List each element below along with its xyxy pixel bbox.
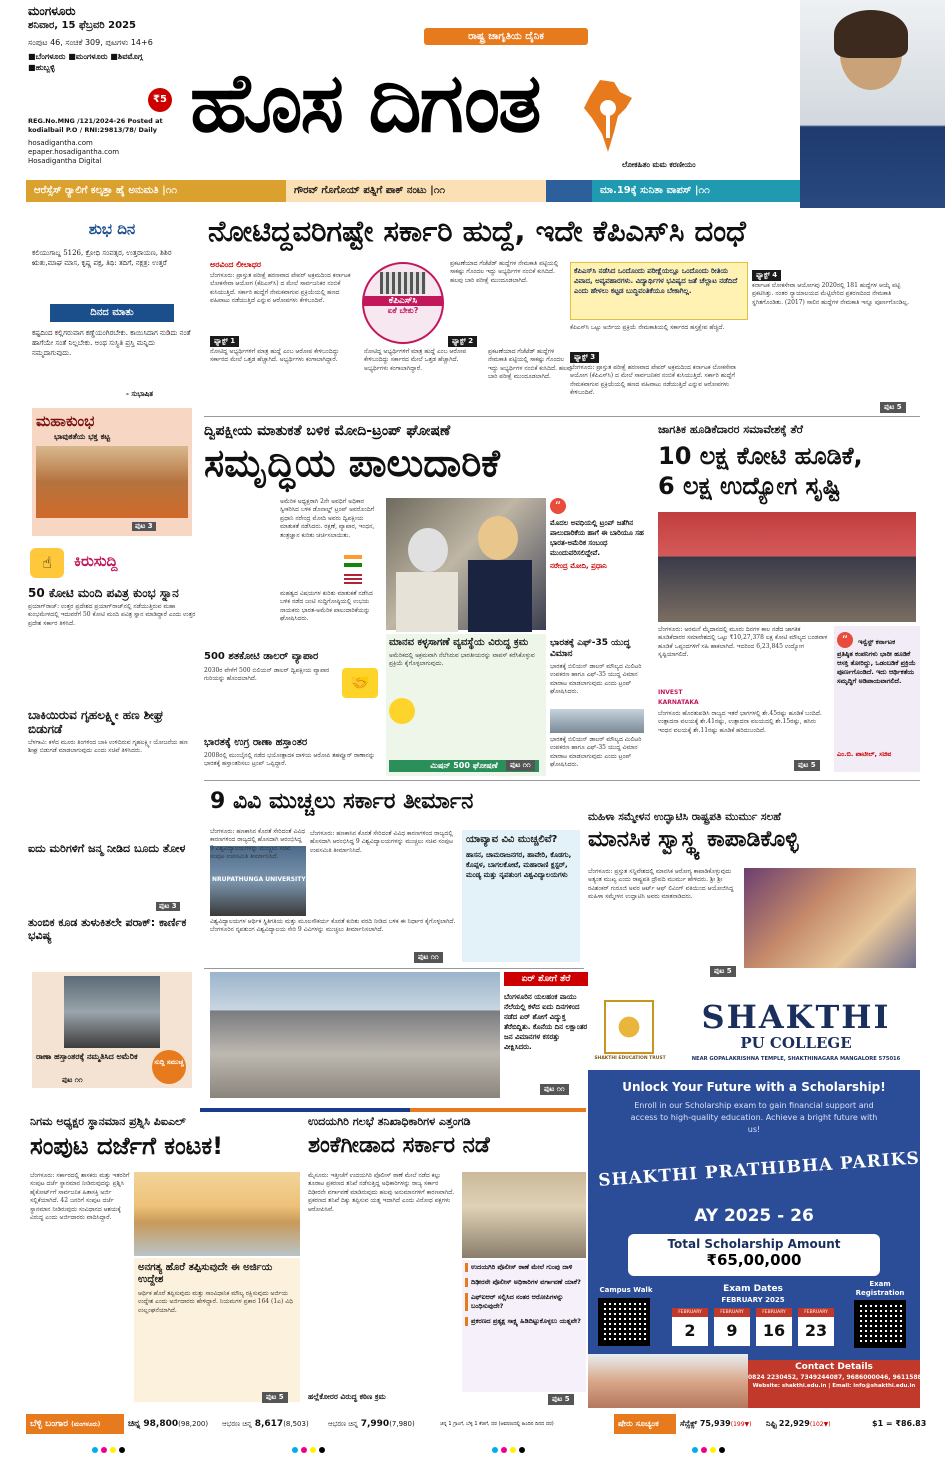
- ad-feb: FEBRUARY 2025: [721, 1296, 785, 1304]
- lead-text-2: ನೋಟಿದ್ದ ಅಭ್ಯರ್ಥಿಗಳಿಗೆ ಮಾತ್ರ ಹುದ್ದೆ ಎಂಬ ಆರೋಪ ಕೇಳಿಬಂದಿದ್ದು ಸರ್ಕಾರದ ಮೇಲೆ ಒತ್ತಡ ಹೆಚ್ಚಾಗಿದೆ. ಅಭ್ಯರ್ಥಿಗಳು ಕಂಗಾಲಾಗಿದ್ದಾರೆ.: [210, 348, 339, 364]
- teaser-3-text: ಮಾ.19ಕ್ಕೆ ಸುನಿತಾ ವಾಪಸ್: [600, 185, 692, 196]
- invest-quote-by: ಎಂ.ಬಿ. ಪಾಟೀಲ್, ಸಚಿವ: [837, 750, 892, 758]
- vidhana-soudha-photo: [134, 1172, 300, 1256]
- ad-phones[interactable]: 0824 2230452, 7349244087, 9686000046, 9611588813: [748, 1374, 935, 1381]
- trafficking-head: ಮಾನವ ಕಳ್ಳಸಾಗಣೆ ವ್ಯವಸ್ಥೆಯ ವಿರುದ್ಧ ಕ್ರಮ: [389, 637, 529, 648]
- kpsc-badge: [362, 262, 444, 344]
- kiru-item-2-head: ಬಾಕಿಯಿರುವ ಗೃಹಲಕ್ಷ್ಮೀ ಹಣ ಶೀಘ್ರ ಬಿಡುಗಡೆ: [28, 708, 164, 736]
- rana-badge: [152, 1050, 186, 1084]
- kiru-page: [156, 902, 180, 911]
- gold-3-prev: (7,980): [389, 1420, 415, 1428]
- hand-icon: ☝: [30, 548, 64, 578]
- ad-top: [588, 994, 920, 1070]
- invest-badge: [658, 688, 722, 708]
- invest-quote: ಪ್ರತಿಷ್ಠಿತ ಕಂಪನಿಗಳು ಭಾರೀ ಹೂಡಿಕೆ ಆಸಕ್ತಿ ತೋರಿದ್ದು, ಒಡಂಬಡಿಕೆ ಪ್ರಕ್ರಿಯೆ ಪೂರ್ಣಗೊಂಡಿದೆ. ಇದು ಆರ್ಥಿಕತೆಯ ಸಮೃದ್ಧಿಗೆ ಅಡಿಪಾಯವಾಗಲಿದೆ.: [837, 650, 916, 685]
- airshow-story[interactable]: [210, 972, 588, 1100]
- market-note: ಚಿನ್ನ 1 ಗ್ರಾಂಗೆ, ಬೆಳ್ಳಿ 1 ಕೆಜಿಗೆ, ದರ (ಆವರಣದಲ್ಲಿ ಹಿಂದಿನ ದಿನದ ದರ): [440, 1421, 554, 1427]
- rana-box[interactable]: [32, 972, 192, 1088]
- dinada-title: ದಿನದ ಮಾತು: [50, 304, 174, 322]
- kumbh-photo: [36, 446, 188, 518]
- udayagiri-q2: ದಿಢೀರನೇ ಪೊಲೀಸ್ ಅಧಿಕಾರಿಗಳ ವರ್ಗಾವಣೆ ಯಾಕೆ?: [465, 1278, 583, 1287]
- divider: [204, 968, 584, 969]
- date-card: [672, 1308, 708, 1346]
- divider: [204, 780, 920, 781]
- uni-text-3: ವಿಶ್ವವಿದ್ಯಾಲಯಗಳ ಆರ್ಥಿಕ ಸ್ಥಿತಿಗತಿಯ ಮತ್ತು ಮೂಲಸೌಕರ್ಯ ಕೊರತೆ ಕುರಿತು ವರದಿ ನೀಡಿದ ಬಳಿಕ ಈ ನಿರ್ಧಾರ ಕೈಗೊಳ್ಳಲಾಗಿದೆ. ಬೆಂಗಳೂರಿನ ನೃಪತುಂಗ ವಿಶ್ವವಿದ್ಯಾಲಯ ಸೇರಿ 9 ವಿವಿಗಳನ್ನು ಮುಚ್ಚಲು ತೀರ್ಮಾನಿಸಲಾಗಿದೆ.: [210, 918, 456, 934]
- price-text: ₹5: [153, 94, 167, 105]
- airshow-photo: [210, 972, 500, 1098]
- airshow-tag: ಏರ್ ಶೋಗೆ ತೆರೆ: [504, 972, 588, 986]
- kirusuddi-header: [26, 546, 198, 580]
- masthead-date: ಶನಿವಾರ, 15 ಫೆಬ್ರವರಿ 2025: [28, 20, 136, 31]
- modi-kicker: ದ್ವಿಪಕ್ಷೀಯ ಮಾತುಕತೆ ಬಳಿಕ ಮೋದಿ-ಟ್ರಂಪ್ ಘೋಷಣೆ: [204, 423, 451, 439]
- airshow-text: ಬೆಂಗಳೂರಿನ ಯಲಹಂಕ ವಾಯು ನೆಲೆಯಲ್ಲಿ ಕಳೆದ ಐದು ದಿನಗಳಿಂದ ನಡೆದ ಏರ್ ಶೋಗೆ ವಿದ್ಯುಕ್ತ ತೆರೆಬಿದ್ದಿತು. ಕೊನೆಯ ದಿನ ಲಕ್ಷಾಂತರ ಜನ ವಿಮಾನಗಳ ಕಸರತ್ತು ವೀಕ್ಷಿಸಿದರು.: [504, 993, 588, 1051]
- kumbh-title: ಮಹಾಕುಂಭ: [36, 412, 95, 430]
- quote-icon-2: “: [837, 632, 853, 648]
- rana-photo: [64, 976, 160, 1048]
- sensex-label: ಷೇರು ಸೂಚ್ಯಂಕ: [618, 1419, 659, 1428]
- web-link-1[interactable]: hosadigantha.com: [28, 139, 93, 147]
- rana-page: [62, 1076, 83, 1085]
- gold-1-value: ಚಿನ್ನ 98,800: [128, 1419, 179, 1429]
- university-story[interactable]: [204, 786, 582, 966]
- kpsc-question: ಏಕೆ ಬೇಕು?: [387, 306, 419, 315]
- lead-text-3b: ಪ್ರಕಟಣೆಯಾದ ಗೆಜೆಟೆಡ್ ಹುದ್ದೆಗಳ ನೇಮಕಾತಿ ಪಟ್ಟಿಯಲ್ಲಿ ಸಾಕಷ್ಟು ಗೊಂದಲ ಇದ್ದು ಅಭ್ಯರ್ಥಿಗಳ ನಂಬಿಕೆ ಕುಸಿದಿದೆ. ಹಲವು ಬಾರಿ ಪರೀಕ್ಷೆ ಮುಂದೂಡಲಾಗಿದೆ.: [488, 348, 572, 381]
- police-photo: [462, 1172, 586, 1258]
- kiru-item-3[interactable]: [28, 842, 196, 878]
- lead-text-5: ಕರ್ನಾಟಕ ಲೋಕಸೇವಾ ಆಯೋಗವು 2020ರಲ್ಲಿ 181 ಹುದ್ದೆಗಳ ಆಯ್ಕೆ ಪಟ್ಟಿ ಪ್ರಕಟಿಸಿತ್ತು. ನಂತರ ನ್ಯಾಯಾಲಯದ ಮೆಟ್ಟಿಲೇರಿದ ಪ್ರಕರಣದಿಂದ ನೇಮಕಾತಿ ಸ್ಥಗಿತಗೊಂಡಿತು. (2017) ಸಾಲಿನ ಹುದ್ದೆಗಳ ನೇಮಕಾತಿ ಇನ್ನೂ ಪೂರ್ಣಗೊಂಡಿಲ್ಲ.: [752, 282, 910, 306]
- ad-exam-reg: Exam Registration: [855, 1280, 905, 1297]
- rana-badge-text: ಸುದ್ದಿ ಸಮುಚ್ಚ: [154, 1058, 184, 1066]
- modi-page[interactable]: ಪುಟ ೧೧: [506, 760, 535, 771]
- invest-text-1: ಬೆಂಗಳೂರು: ಅರಮನೆ ಮೈದಾನದಲ್ಲಿ ಮೂರು ದಿನಗಳ ಕಾಲ ನಡೆದ ಜಾಗತಿಕ ಹೂಡಿಕೆದಾರರ ಸಮಾವೇಶದಲ್ಲಿ ಒಟ್ಟು ₹10,27,378 ಲಕ್ಷ ಕೋಟಿ ಮೌಲ್ಯದ ಬಂಡವಾಳ ಹೂಡಿಕೆ ಒಪ್ಪಂದಗಳಿಗೆ ಸಹಿ ಹಾಕಲಾಗಿದೆ. ಇದರಿಂದ 6,23,845 ಉದ್ಯೋಗ ಸೃಷ್ಟಿಯಾಗಲಿದೆ.: [658, 626, 828, 659]
- mission-label: ಮಿಷನ್ 500 ಘೋಷಣೆ: [389, 760, 539, 772]
- trafficking-box: [386, 634, 546, 776]
- ad-contact-title: Contact Details: [795, 1362, 873, 1372]
- f35-box: [550, 638, 648, 776]
- usd: $1 = ₹86.83: [872, 1419, 927, 1428]
- kiru-item-1-head: 50 ಕೋಟಿ ಮಂದಿ ಪವಿತ್ರ ಕುಂಭ ಸ್ನಾನ: [28, 586, 179, 600]
- kiru-page-text: ಪುಟ 3: [159, 902, 177, 910]
- trade-text: 2030ರ ವೇಳೆಗೆ 500 ಬಿಲಿಯನ್ ಡಾಲರ್ ದ್ವಿಪಕ್ಷೀಯ ವ್ಯಾಪಾರ ಗುರಿಯನ್ನು ಹೊಂದಲಾಗಿದೆ.: [204, 666, 330, 682]
- teaser-1-page: |೧೧: [162, 185, 177, 196]
- dinada-text: ಕಷ್ಟದಿಂದ ಕಲ್ಲಿಗರುವಾಗ ಕಣ್ಣೆಯಂಗಿರಬೇಕು. ಕಾಯಿಸಿದಾಗ ನುಡಿದು ನಂತೆ ಹಾಗೆಯೇ ಸಂತೆ ನಿಲ್ಲಬೇಕು. ಅಂಥ ಸುಸ್ಥಿತಿ ಪ್ರಸ್ತಿ ಮನ್ನಿದು ನಮ್ಮದಾಗುವುದು.: [32, 329, 191, 357]
- ad-enroll: Enroll in our Scholarship exam to gain financial support and access to high-quality education. Achieve a bright future with us!: [630, 1101, 878, 1134]
- f35-text: ಭಾರತಕ್ಕೆ ಬಿಲಿಯನ್ ಡಾಲರ್ ಮೌಲ್ಯದ ಮಿಲಿಟರಿ ಉಪಕರಣ ಹಾಗೂ ಎಫ್-35 ಯುದ್ಧ ವಿಮಾನ ಮಾರಾಟ ಮಾಡಲಾಗುವುದು ಎಂದು ಟ್ರಂಪ್ ಘೋಷಿಸಿದರು.: [550, 663, 642, 696]
- ad-trust: SHAKTHI EDUCATION TRUST: [594, 1056, 666, 1061]
- contact-box: [748, 1360, 935, 1408]
- teaser-1-text: ಆರೆಸ್ಸೆಸ್ ರ‍್ಯಾಲಿಗೆ ಕಲ್ಕತ್ತಾ ಹೈ ಅನುಮತಿ: [34, 185, 159, 196]
- trafficking-text: ಅಮೆರಿಕದಲ್ಲಿ ಅಕ್ರಮವಾಗಿ ನೆಲೆಸಿರುವ ಭಾರತೀಯರನ್ನು ವಾಪಸ್ ಕರೆಸಿಕೊಳ್ಳುವ ಪ್ರಕ್ರಿಯೆ ಕೈಗೊಳ್ಳಲಾಗುವುದು.: [389, 652, 535, 668]
- cabinet-page[interactable]: ಪುಟ 5: [262, 1392, 288, 1403]
- gold-3: [328, 1414, 415, 1434]
- kumbh-sub: ಭಾವುಕತೆಯ ಭಕ್ತ ಕಟ್ಟ: [54, 432, 110, 441]
- shubha-dina-title: ಶುಭ ದಿನ: [88, 220, 136, 238]
- lead-byline: ಅರವಿಂದ ಲೀಲಾಧರ: [210, 260, 261, 269]
- modi-trump-photo: [386, 498, 546, 630]
- kumbh-box[interactable]: [32, 408, 192, 536]
- section-bar-blue: [200, 1108, 410, 1112]
- gold-2-value: 8,617: [254, 1419, 284, 1429]
- title-text: ಹೊಸ ದಿಗಂತ: [190, 56, 540, 151]
- lead-text-3: ಪ್ರಕಟಣೆಯಾದ ಗೆಜೆಟೆಡ್ ಹುದ್ದೆಗಳ ನೇಮಕಾತಿ ಪಟ್ಟಿಯಲ್ಲಿ ಸಾಕಷ್ಟು ಗೊಂದಲ ಇದ್ದು ಅಭ್ಯರ್ಥಿಗಳ ನಂಬಿಕೆ ಕುಸಿದಿದೆ. ಹಲವು ಬಾರಿ ಪರೀಕ್ಷೆ ಮುಂದೂಡಲಾಗಿದೆ.: [450, 260, 559, 284]
- invest-photo: [658, 512, 916, 622]
- modi-text-1: ಅಮೆರಿಕ ಅಧ್ಯಕ್ಷರಾಗಿ 2ನೇ ಅವಧಿಗೆ ಅಧಿಕಾರ ಸ್ವೀಕರಿಸಿದ ಬಳಿಕ ಡೊನಾಲ್ಡ್ ಟ್ರಂಪ್ ಅವರೊಂದಿಗೆ ಪ್ರಧಾನಿ ನರೇಂದ್ರ ಮೋದಿ ಅವರು ದ್ವಿಪಕ್ಷೀಯ ಮಾತುಕತೆ ನಡೆಸಿದರು. ರಕ್ಷಣೆ, ವ್ಯಾಪಾರ, ಇಂಧನ, ತಂತ್ರಜ್ಞಾನ ಕುರಿತು ಚರ್ಚಿಸಲಾಯಿತು.: [280, 498, 375, 539]
- ad-website[interactable]: Website: shakthi.edu.in | Email: info@shakthi.edu.in: [752, 1383, 916, 1389]
- sunita-photo: [800, 0, 945, 208]
- date-card-month: FEBRUARY: [798, 1308, 834, 1317]
- handcuff-icon: [389, 698, 415, 724]
- rana-box-2: [204, 738, 384, 776]
- uni-box-head: ಯಾವ್ಯಾವ ವಿವಿ ಮುಚ್ಚಲಿವೆ?: [466, 834, 558, 845]
- quote-icon: “: [550, 498, 566, 514]
- web-link-3[interactable]: Hosadigantha Digital: [28, 157, 102, 165]
- uni-headline: 9 ವಿವಿ ಮುಚ್ಚಲು ಸರ್ಕಾರ ತೀರ್ಮಾನ: [210, 789, 474, 814]
- teaser-3[interactable]: [592, 180, 800, 202]
- shakthi-ad[interactable]: [588, 994, 952, 1408]
- invest-badge-text: INVEST KARNATAKA: [658, 689, 699, 706]
- date-card-month: FEBRUARY: [714, 1308, 750, 1317]
- sensex-label-box: [614, 1414, 676, 1434]
- lead-text-4b: ಬೆಂಗಳೂರು: ಪ್ರಾಸ್ತುತ ಪರೀಕ್ಷೆ ಹರಣವಾದ ಪೇಪರ್ ಅಕ್ರಮದಿಂದ ಕರ್ನಾಟಕ ಲೋಕಸೇವಾ ಆಯೋಗ (ಕೆಪಿಎಸ್‌ಸಿ) ದ ಮೇಲೆ ಸಾರ್ವಜನಿಕರ ನಂಬಿಕೆ ಕುಸಿಯುತ್ತಿದೆ. ಸರ್ಕಾರಿ ಹುದ್ದೆಗೆ ನೇಮಕವಾಗುವ ಪ್ರಕ್ರಿಯೆಯಲ್ಲಿ ಹಣದ ವಹಿವಾಟು ನಡೆಯುತ್ತಿದೆ ಎನ್ನುವ ಆರೋಪಗಳು ಕೇಳಿಬಂದಿವೆ.: [570, 364, 737, 397]
- lead-headline: ನೋಟಿದ್ದವರಿಗಷ್ಟೇ ಸರ್ಕಾರಿ ಹುದ್ದೆ, ಇದೇ ಕೆಪಿಎಸ್‌ಸಿ ದಂಧೆ: [208, 214, 746, 248]
- udayagiri-q3: ಎಫ್‌ಐಆರ್ ಸಲ್ಲಿಸಿದ ನಂತರ ಆರೋಪಿಗಳನ್ನು ಬಂಧಿಸುವುದೇ?: [465, 1293, 583, 1311]
- lead-fact-4: ಫ್ಯಾಕ್ಟ್ 4: [752, 270, 781, 281]
- dinada-author: - ಸುಭಾಷಿತ: [126, 390, 154, 398]
- handshake-icon: 🤝: [342, 668, 378, 698]
- uni-text-1: ಬೆಂಗಳೂರು: ಹಣಕಾಸಿನ ಕೊರತೆ ಸೇರಿದಂತೆ ವಿವಿಧ ಕಾರಣಗಳಿಂದ ರಾಜ್ಯದಲ್ಲಿ ಹೊಸದಾಗಿ ಆರಂಭಿಸಿದ್ದ 9 ವಿಶ್ವವಿದ್ಯಾಲಯಗಳನ್ನು ಮುಚ್ಚಲು ಸಚಿವ ಸಂಪುಟ ಉಪಸಮಿತಿ ತೀರ್ಮಾನಿಸಿದೆ.: [210, 828, 306, 861]
- udayagiri-footer: ಹಲ್ಲೆಕೋರರ ವಿರುದ್ಧ ಕಠಿಣ ಕ್ರಮ: [308, 1392, 386, 1401]
- lead-text-1: ಬೆಂಗಳೂರು: ಪ್ರಾಸ್ತುತ ಪರೀಕ್ಷೆ ಹರಣವಾದ ಪೇಪರ್ ಅಕ್ರಮದಿಂದ ಕರ್ನಾಟಕ ಲೋಕಸೇವಾ ಆಯೋಗ (ಕೆಪಿಎಸ್‌ಸಿ) ದ ಮೇಲೆ ಸಾರ್ವಜನಿಕರ ನಂಬಿಕೆ ಕುಸಿಯುತ್ತಿದೆ. ಸರ್ಕಾರಿ ಹುದ್ದೆಗೆ ನೇಮಕವಾಗುವ ಪ್ರಕ್ರಿಯೆಯಲ್ಲಿ ಹಣದ ವಹಿವಾಟು ನಡೆಯುತ್ತಿದೆ ಎನ್ನುವ ಆರೋಪಗಳು ಕೇಳಿಬಂದಿವೆ.: [210, 272, 351, 305]
- invest-headline-1: 10 ಲಕ್ಷ ಕೋಟಿ ಹೂಡಿಕೆ,: [658, 442, 863, 470]
- gold-label: ಬೆಳ್ಳಿ ಬಂಗಾರ: [30, 1419, 68, 1429]
- cabinet-story[interactable]: [26, 1116, 302, 1406]
- scholarship-box: [628, 1234, 880, 1276]
- invest-headline-2: 6 ಲಕ್ಷ ಉದ್ಯೋಗ ಸೃಷ್ಟಿ: [658, 472, 841, 500]
- building-icon: [380, 272, 426, 294]
- f35-head: ಭಾರತಕ್ಕೆ ಎಫ್-35 ಯುದ್ಧ ವಿಮಾನ: [550, 638, 631, 659]
- nifty-change: (102▼): [809, 1421, 831, 1428]
- gold-label-box: [26, 1414, 124, 1434]
- teaser-strip: [26, 180, 800, 202]
- jet-icon: [550, 709, 644, 733]
- gold-2-prev: (8,503): [283, 1420, 309, 1428]
- cabinet-box-head: ಅನಗತ್ಯ ಹೊರೆ ತಪ್ಪಿಸುವುದೇ ಈ ಅರ್ಜಿಯ ಉದ್ದೇಶ: [138, 1262, 273, 1285]
- lead-page[interactable]: ಪುಟ 5: [880, 402, 906, 413]
- murmu-headline: ಮಾನಸಿಕ ಸ್ವಾಸ್ಥ್ಯ ಕಾಪಾಡಿಕೊಳ್ಳಿ: [588, 827, 799, 852]
- modi-quote-by: ನರೇಂದ್ರ ಮೋದಿ, ಪ್ರಧಾನಿ: [550, 562, 607, 570]
- invest-quote-label: ಇನ್ವೆಸ್ಟ್ ಕರ್ನಾಟಕ: [858, 638, 896, 646]
- cabinet-kicker: ನಿಗಮ ಅಧ್ಯಕ್ಷರ ಸ್ಥಾನಮಾನ ಪ್ರಶ್ನಿಸಿ ಪಿಐಎಲ್: [30, 1115, 186, 1128]
- section-bar-orange: [410, 1108, 586, 1112]
- divider: [204, 416, 920, 417]
- shakthi-logo-icon: [604, 1000, 654, 1054]
- rana-text: 2008ರಲ್ಲಿ ಮುಂಬೈನಲ್ಲಿ ನಡೆದ ಭಯೋತ್ಪಾದಕ ದಾಳಿಯ ಆರೋಪಿ ತಹವ್ವೂರ್ ರಾಣಾನನ್ನು ಭಾರತಕ್ಕೆ ಹಸ್ತಾಂತರಿಸಲು ಟ್ರಂಪ್ ಒಪ್ಪಿದ್ದಾರೆ.: [204, 751, 375, 767]
- teaser-2[interactable]: [286, 180, 546, 202]
- kiru-item-2-text: ಬೆಳಗಾವಿ: ಕಳೆದ ಮೂರು ತಿಂಗಳಿಂದ ಬಾಕಿ ಉಳಿದಿರುವ ಗೃಹಲಕ್ಷ್ಮೀ ಯೋಜನೆಯ ಹಣ ಶೀಘ್ರ ಬಿಡುಗಡೆ ಮಾಡಲಾಗುವುದು ಎಂದು ಸಚಿವೆ ತಿಳಿಸಿದರು.: [28, 739, 188, 755]
- kpsc-label: ಕೆಪಿಎಸ್‌ಸಿ: [364, 296, 442, 306]
- modi-text-2: ಮಹತ್ವದ ವಿಷಯಗಳ ಕುರಿತು ಮಾತುಕತೆ ನಡೆಸಿದ ಬಳಿಕ ನಡೆದ ಜಂಟಿ ಸುದ್ದಿಗೋಷ್ಠಿಯಲ್ಲಿ ಉಭಯ ನಾಯಕರು ಭಾರತ-ಅಮೆರಿಕ ಪಾಲುದಾರಿಕೆಯನ್ನು ಘೋಷಿಸಿದರು.: [280, 590, 373, 623]
- color-registration-marks: [90, 1440, 890, 1450]
- modi-headline: ಸಮೃದ್ಧಿಯ ಪಾಲುದಾರಿಕೆ: [204, 441, 500, 485]
- date-card: [756, 1308, 792, 1346]
- uni-box: [462, 830, 580, 962]
- date-card: [798, 1308, 834, 1346]
- masthead-city: ಮಂಗಳೂರು: [28, 4, 76, 18]
- cabinet-headline: ಸಂಪುಟ ದರ್ಜೆಗೆ ಕಂಟಕ!: [30, 1132, 224, 1160]
- web-links: [28, 139, 178, 166]
- gold-2-label: ಆಭರಣ ಚಿನ್ನ: [222, 1420, 252, 1428]
- uni-photo-label: NRUPATHUNGA UNIVERSITY: [212, 876, 306, 883]
- kiru-item-4-head: ತುಂಬಿಕ ಕೂಡ ತುಳುಕಿತಲೇ ಪರಾಕ್: ಕಾರ್ಣಿಕ ಭವಿಷ್ಯ: [28, 916, 187, 942]
- price-badge: [148, 88, 172, 112]
- modi-quote-box: [550, 498, 648, 634]
- udayagiri-q-list: [462, 1260, 586, 1392]
- date-card-day: 23: [804, 1321, 828, 1340]
- murmu-kicker: ಮಹಿಳಾ ಸಮ್ಮೇಳನ ಉದ್ಘಾಟಿಸಿ ರಾಷ್ಟ್ರಪತಿ ಮುರ್ಮು ಸಲಹೆ: [588, 811, 781, 823]
- college-photo: [588, 1354, 748, 1408]
- sensex: [680, 1414, 751, 1435]
- murmu-text: ಬೆಂಗಳೂರು: ಪ್ರಸ್ತುತ ಸನ್ನಿವೇಶದಲ್ಲಿ ಮಾನಸಿಕ ಆರೋಗ್ಯ ಕಾಪಾಡಿಕೊಳ್ಳುವುದು ಅತ್ಯಂತ ಮುಖ್ಯ ಎಂದು ರಾಷ್ಟ್ರಪತಿ ದ್ರೌಪದಿ ಮುರ್ಮು ಹೇಳಿದರು. ಶ್ರೀ ಶ್ರೀ ರವಿಶಂಕರ್ ಗುರೂಜಿ ಅವರ ಆರ್ಟ್ ಆಫ್ ಲಿವಿಂಗ್ ವತಿಯಿಂದ ಆಯೋಜಿಸಿದ್ದ ಮಹಿಳಾ ಸಮ್ಮೇಳನ ಉದ್ಘಾಟಿಸಿ ಅವರು ಮಾತನಾಡಿದರು.: [588, 868, 734, 901]
- rana-page-text: ಪುಟ ೧೧: [62, 1076, 83, 1084]
- modi-story[interactable]: [204, 420, 650, 776]
- cabinet-box: [134, 1258, 300, 1402]
- date-cards: [672, 1308, 842, 1348]
- web-link-2[interactable]: epaper.hosadigantha.com: [28, 148, 120, 156]
- gold-sub: (ಮಂಗಳೂರು): [71, 1421, 101, 1428]
- ad-ay: AY 2025 - 26: [694, 1206, 814, 1226]
- gold-1-prev: (98,200): [178, 1420, 209, 1428]
- cabinet-text: ಬೆಂಗಳೂರು: ಸರ್ಕಾರದಲ್ಲಿ ಶಾಸಕರು ಮತ್ತು ಇತರರಿಗೆ ಸಂಪುಟ ದರ್ಜೆ ಸ್ಥಾನಮಾನ ನೀಡಿರುವುದನ್ನು ಪ್ರಶ್ನಿಸಿ ಹೈಕೋರ್ಟ್‌ಗೆ ಸಾರ್ವಜನಿಕ ಹಿತಾಸಕ್ತಿ ಅರ್ಜಿ ಸಲ್ಲಿಕೆಯಾಗಿದೆ. 42 ಜನರಿಗೆ ಸಂಪುಟ ದರ್ಜೆ ಸ್ಥಾನಮಾನ ನೀಡಿರುವುದು ಸಂವಿಧಾನದ ಆಶಯಕ್ಕೆ ವಿರುದ್ಧ ಎಂದು ಅರ್ಜಿದಾರರು ವಾದಿಸಿದ್ದಾರೆ.: [30, 1172, 130, 1222]
- tagline-banner: [424, 28, 588, 45]
- ad-address: NEAR GOPALAKRISHNA TEMPLE, SHAKTHINAGARA MANGALORE 575016: [691, 1056, 901, 1062]
- lead-text-2b: ನೋಟಿದ್ದ ಅಭ್ಯರ್ಥಿಗಳಿಗೆ ಮಾತ್ರ ಹುದ್ದೆ ಎಂಬ ಆರೋಪ ಕೇಳಿಬಂದಿದ್ದು ಸರ್ಕಾರದ ಮೇಲೆ ಒತ್ತಡ ಹೆಚ್ಚಾಗಿದೆ. ಅಭ್ಯರ್ಥಿಗಳು ಕಂಗಾಲಾಗಿದ್ದಾರೆ.: [364, 348, 467, 372]
- kirusuddi-title: ಕಿರುಸುದ್ದಿ: [74, 552, 118, 570]
- gold-3-label: ಆಭರಣ ಚಿನ್ನ: [328, 1420, 358, 1428]
- newspaper-title: [190, 50, 750, 158]
- udayagiri-q1: ಉದಯಗಿರಿ ಪೊಲೀಸ್ ಠಾಣೆ ಮೇಲೆ ಗುಂಪು ದಾಳಿ: [465, 1263, 583, 1272]
- kumbh-page-text: ಪುಟ 3: [135, 522, 153, 530]
- date-card-day: 16: [762, 1321, 786, 1340]
- registration-qr-icon[interactable]: [854, 1300, 906, 1348]
- cabinet-box-text: ಆರ್ಥಿಕ ಹೊರೆ ತಪ್ಪಿಸುವುದು ಮತ್ತು ಸಾಂವಿಧಾನಿಕ ಮೌಲ್ಯ ರಕ್ಷಿಸುವುದು ಅರ್ಜಿಯ ಉದ್ದೇಶ ಎಂದು ಅರ್ಜಿದಾರರು ಹೇಳಿದ್ದಾರೆ. ನಿಯಮಗಳ ಪ್ರಕಾರ 164 (1ಎ) ವಿಧಿ ಉಲ್ಲಂಘನೆಯಾಗಿದೆ.: [138, 1290, 294, 1314]
- udayagiri-q4: ಪ್ರಕರಣದ ಪ್ರತ್ಯಕ್ಷ ಸಾಕ್ಷ್ಯ ಹಿಡಿದಿಟ್ಟುಕೊಳ್ಳಲು ಯತ್ನವೇ?: [465, 1317, 583, 1326]
- teaser-1[interactable]: [26, 180, 286, 202]
- ad-unlock: Unlock Your Future with a Scholarship!: [622, 1080, 886, 1094]
- gold-2: [222, 1414, 309, 1434]
- invest-text-2: ಬೆಂಗಳೂರು ಹೊರತುಪಡಿಸಿ ರಾಜ್ಯದ ಇತರೆ ಭಾಗಗಳಲ್ಲಿ ಶೇ.45ರಷ್ಟು ಹೂಡಿಕೆ ಬಂದಿದೆ. ಉತ್ಪಾದನಾ ವಲಯಕ್ಕೆ ಶೇ.41ರಷ್ಟು, ಉತ್ಪಾದನಾ ವಲಯದಲ್ಲಿ ಶೇ.15ರಷ್ಟು, ಹಸಿರು ಇಂಧನ ವಲಯಕ್ಕೆ ಶೇ.11ರಷ್ಟು ಹೂಡಿಕೆ ಹರಿದುಬಂದಿದೆ.: [658, 710, 822, 734]
- date-card-day: 2: [684, 1321, 696, 1340]
- trade-box: [204, 652, 384, 738]
- invest-kicker: ಜಾಗತಿಕ ಹೂಡಿಕೆದಾರರ ಸಮಾವೇಶಕ್ಕೆ ತೆರೆ: [658, 423, 803, 436]
- ad-amount: ₹65,00,000: [706, 1251, 802, 1269]
- ad-exam-dates: Exam Dates: [723, 1284, 783, 1294]
- masthead-editions: ■ಬೆಂಗಳೂರು ■ಮಂಗಳೂರು ■ಶಿವಮೊಗ್ಗ ■ಹುಬ್ಬಳ್ಳಿ: [28, 52, 143, 72]
- campus-qr-icon[interactable]: [598, 1298, 650, 1346]
- invest-story[interactable]: [654, 420, 920, 776]
- ad-campus: Campus Walk: [599, 1286, 653, 1294]
- nifty-value: ನಿಫ್ಟಿ 22,929: [766, 1419, 810, 1428]
- modi-quote: ಮೊದಲ ಅವಧಿಯಲ್ಲಿ ಟ್ರಂಪ್ ಜತೆಗಿನ ಪಾಲುದಾರಿಕೆಯ ಹಾಗೆ ಈ ಬಾರಿಯೂ ಸಹ ಭಾರತ-ಅಮೆರಿಕ ಸಂಬಂಧ ಮುಂದುವರಿಸಲಿದ್ದೇವೆ.: [550, 519, 644, 557]
- uni-text-2: ಬೆಂಗಳೂರು: ಹಣಕಾಸಿನ ಕೊರತೆ ಸೇರಿದಂತೆ ವಿವಿಧ ಕಾರಣಗಳಿಂದ ರಾಜ್ಯದಲ್ಲಿ ಹೊಸದಾಗಿ ಆರಂಭಿಸಿದ್ದ 9 ವಿಶ್ವವಿದ್ಯಾಲಯಗಳನ್ನು ಮುಚ್ಚಲು ಸಚಿವ ಸಂಪುಟ ಉಪಸಮಿತಿ ತೀರ್ಮಾನಿಸಿದೆ.: [310, 830, 453, 854]
- kiru-item-3-head: ಐದು ಮರಿಗಳಿಗೆ ಜನ್ಮ ನೀಡಿದ ಬೂದು ತೋಳ: [28, 842, 186, 855]
- lead-story[interactable]: [204, 212, 920, 414]
- rana-head: ಭಾರತಕ್ಕೆ ಉಗ್ರ ರಾಣಾ ಹಸ್ತಾಂತರ: [204, 737, 308, 748]
- ad-total: Total Scholarship Amount: [667, 1237, 841, 1251]
- teaser-2-text: ಗೌರವ್ ಗೊಗೊಯ್ ಪತ್ನಿಗೆ ಪಾಕ್ ನಂಟು: [294, 185, 427, 196]
- kumbh-page: [132, 522, 156, 531]
- lead-text-4: ಕೆಪಿಎಸ್‌ಸಿ ಒಟ್ಟು ಅರ್ಜಿಯ ಪ್ರಕ್ರಿಯೆ ನೇಮಕಾತಿಯಲ್ಲಿ ಸರ್ಕಾರದ ಹಸ್ತಕ್ಷೇಪ ಹೆಚ್ಚಿದೆ.: [570, 324, 725, 331]
- tagline-text: ರಾಷ್ಟ್ರ ಜಾಗೃತಿಯ ದೈನಿಕ: [468, 31, 544, 42]
- lead-fact-1: ಫ್ಯಾಕ್ಟ್ 1: [210, 336, 239, 347]
- market-footer: [26, 1414, 927, 1434]
- udayagiri-story[interactable]: [304, 1116, 586, 1406]
- udayagiri-text: ಮೈಸೂರು: ಇತ್ತೀಚೆಗೆ ಉದಯಗಿರಿ ಪೊಲೀಸ್ ಠಾಣೆ ಮೇಲೆ ನಡೆದ ಕಲ್ಲು ತೂರಾಟ ಪ್ರಕರಣದ ತನಿಖೆ ನಡೆಸುತ್ತಿದ್ದ ಅಧಿಕಾರಿಗಳನ್ನು ರಾಜ್ಯ ಸರ್ಕಾರ ದಿಢೀರನೇ ವರ್ಗಾವಣೆ ಮಾಡಿರುವುದು ಹಲವು ಅನುಮಾನಗಳಿಗೆ ಕಾರಣವಾಗಿದೆ. ಪ್ರಕರಣದ ತನಿಖೆ ದಿಕ್ಕು ತಪ್ಪಿಸುವ ಯತ್ನ ಇದಾಗಿದೆ ಎಂದು ವಿರೋಧ ಪಕ್ಷಗಳು ಆರೋಪಿಸಿವೆ.: [308, 1172, 455, 1213]
- nifty: [766, 1414, 831, 1435]
- teaser-3-page: |೧೧: [694, 185, 710, 196]
- lead-highlight-text: ಕೆಪಿಎಸ್‌ಸಿ ನಡೆಸಿದ ಒಂದೊಂದು ಪರೀಕ್ಷೆಯಲ್ಲೂ ಒಂದೊಂದು ರೀತಿಯ ವಿವಾದ, ಅವ್ಯವಹಾರಗಳು. ವಿದ್ಯಾರ್ಥಿಗಳ ಭವಿಷ್ಯದ ಜತೆ ಚೆಲ್ಲಾಟ ನಡೆದಿದೆ ಎಂದು ಹೇಳಲು ಕಟ್ಟಡ ಬುದ್ಧಿವಂತಿಕೆಯೂ ಬೇಕಾಗಿಲ್ಲ.: [574, 267, 738, 295]
- masthead-reg: REG.No.MNG /121/2024-26 Posted at kodialbail P.O / RNI:29813/78/ Daily: [28, 117, 163, 134]
- lead-highlight-box: [570, 262, 748, 320]
- ad-pariksha: SHAKTHI PRATHIBHA PARIKSHA: [597, 1146, 952, 1191]
- gold-1: [128, 1414, 208, 1434]
- trade-head: 500 ಶತಕೋಟಿ ಡಾಲರ್ ವ್ಯಾಪಾರ: [204, 651, 319, 662]
- sensex-change: (199▼): [730, 1421, 752, 1428]
- udayagiri-headline: ಶಂಕೆಗೀಡಾದ ಸರ್ಕಾರ ನಡೆ: [308, 1133, 490, 1158]
- lead-fact-3: ಫ್ಯಾಕ್ಟ್ 3: [570, 352, 599, 363]
- uni-page[interactable]: ಪುಟ ೧೧: [414, 952, 443, 963]
- kiru-item-1-text: ಪ್ರಯಾಗ್‌ರಾಜ್: ಉತ್ತರ ಪ್ರದೇಶದ ಪ್ರಯಾಗ್‌ರಾಜ್‌ನಲ್ಲಿ ನಡೆಯುತ್ತಿರುವ ಮಹಾ ಕುಂಭಮೇಳದಲ್ಲಿ ಇದುವರೆಗೆ 50 ಕೋಟಿ ಮಂದಿ ಪವಿತ್ರ ಸ್ನಾನ ಮಾಡಿದ್ದಾರೆ ಎಂದು ಉತ್ತರ ಪ್ರದೇಶ ಸರ್ಕಾರ ತಿಳಿಸಿದೆ.: [28, 603, 196, 627]
- teaser-2-page: |೧೧: [430, 185, 445, 196]
- masthead-issue: ಸಂಪುಟ 46, ಸಂಚಿಕೆ 309, ಪುಟಗಳು 14+6: [28, 38, 153, 47]
- udayagiri-page[interactable]: ಪುಟ 5: [548, 1394, 574, 1405]
- ad-brand: SHAKTHI: [701, 998, 891, 1036]
- date-card-day: 9: [726, 1321, 738, 1340]
- kiru-item-2[interactable]: [28, 708, 196, 828]
- airshow-page[interactable]: ಪುಟ ೧೧: [540, 1084, 569, 1095]
- murmu-photo: [744, 868, 916, 968]
- masthead-motto: ಲೋಕಹಿತಂ ಮಮ ಕರಣೀಯಂ: [622, 160, 696, 169]
- kiru-item-1[interactable]: [28, 586, 196, 706]
- rana-caption: ರಾಣಾ ಹಸ್ತಾಂತರಕ್ಕೆ ನಮ್ಮತಿಸಿದ ಅಮೆರಿಕ: [36, 1052, 138, 1061]
- kiru-item-4[interactable]: [28, 916, 196, 952]
- uni-box-text: ಹಾಸನ, ಚಾಮರಾಜನಗರ, ಹಾವೇರಿ, ಕೊಡಗು, ಕೊಪ್ಪಳ, ಬಾಗಲಕೋಟೆ, ಮಹಾರಾಣಿ ಕ್ಲಸ್ಟರ್, ಮಂಡ್ಯ ಮತ್ತು ನೃಪತುಂಗ ವಿಶ್ವವಿದ್ಯಾಲಯಗಳು: [466, 851, 572, 879]
- invest-page[interactable]: ಪುಟ 5: [794, 760, 820, 771]
- invest-quote-box: [834, 626, 920, 772]
- f35-text-2: ಭಾರತಕ್ಕೆ ಬಿಲಿಯನ್ ಡಾಲರ್ ಮೌಲ್ಯದ ಮಿಲಿಟರಿ ಉಪಕರಣ ಹಾಗೂ ಎಫ್-35 ಯುದ್ಧ ವಿಮಾನ ಮಾರಾಟ ಮಾಡಲಾಗುವುದು ಎಂದು ಟ್ರಂಪ್ ಘೋಷಿಸಿದರು.: [550, 736, 642, 769]
- udayagiri-kicker: ಉದಯಗಿರಿ ಗಲಭೆ ತನಿಖಾಧಿಕಾರಿಗಳ ಎತ್ತಂಗಡಿ: [308, 1115, 471, 1128]
- flags-icon: [344, 552, 384, 576]
- date-card-month: FEBRUARY: [756, 1308, 792, 1317]
- ad-sub: PU COLLEGE: [740, 1034, 852, 1052]
- shubha-dina-text: ಕಲಿಯುಗಾಬ್ದ 5126, ಕ್ರೋಧಿ ಸಂವತ್ಸರ, ಉತ್ತರಾಯಣ, ಶಿಶಿರ ಋತು,ಮಾಘ ಮಾಸ, ಕೃಷ್ಣ ಪಕ್ಷ, ತಿಥಿ: ತದಿಗೆ, ನಕ್ಷತ್ರ: ಉತ್ತರೆ: [32, 249, 172, 267]
- gold-3-value: 7,990: [360, 1419, 390, 1429]
- murmu-page[interactable]: ಪುಟ 5: [710, 966, 736, 977]
- sensex-value: ಸೆನ್ಸೆಕ್ಸ್ 75,939: [680, 1419, 731, 1428]
- masthead: [0, 0, 945, 208]
- lead-fact-2: ಫ್ಯಾಕ್ಟ್ 2: [448, 336, 477, 347]
- murmu-story[interactable]: [586, 812, 920, 980]
- date-card-month: FEBRUARY: [672, 1308, 708, 1317]
- india-map-icon: [580, 78, 636, 156]
- date-card: [714, 1308, 750, 1346]
